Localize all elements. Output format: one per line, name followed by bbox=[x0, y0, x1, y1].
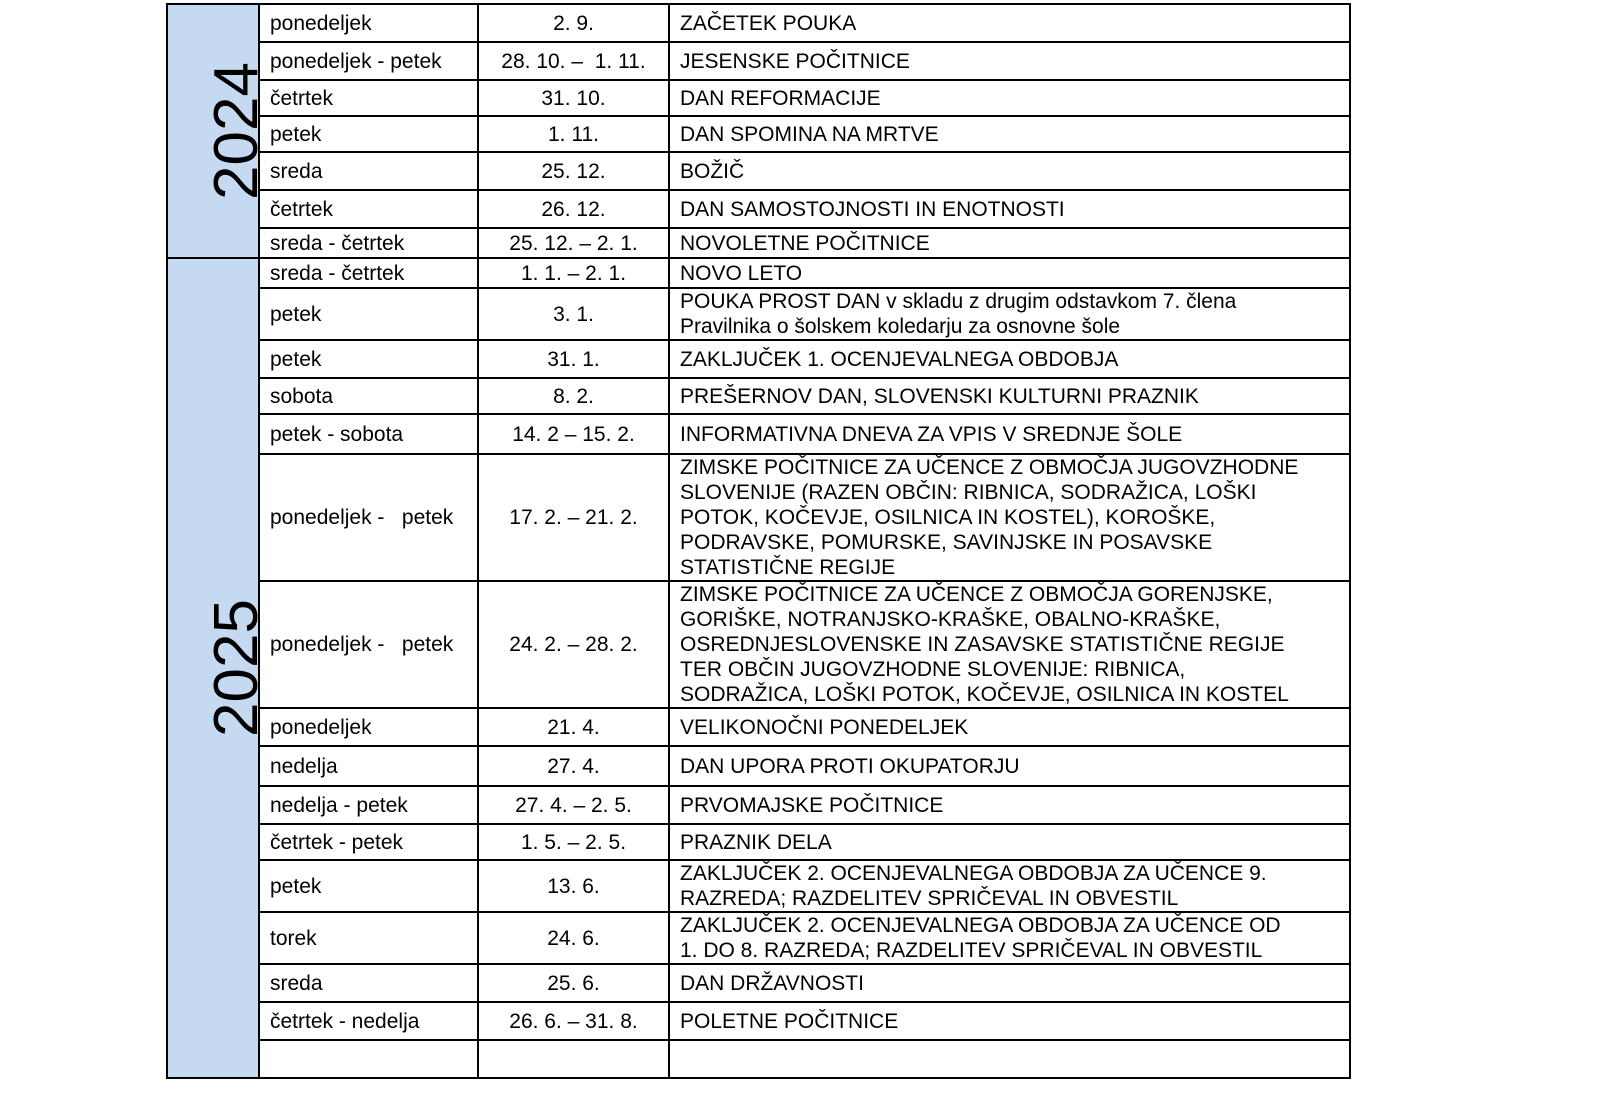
calendar-row bbox=[167, 116, 1350, 152]
date-cell: 28. 10. – 1. 11. bbox=[478, 42, 669, 80]
day-of-week-cell: ponedeljek - petek bbox=[259, 454, 478, 581]
year-label: 2025 bbox=[201, 599, 271, 737]
event-line: INFORMATIVNA DNEVA ZA VPIS V SREDNJE ŠOLE bbox=[680, 422, 1183, 446]
date-cell: 26. 12. bbox=[478, 190, 669, 228]
event-line: ZAKLJUČEK 2. OCENJEVALNEGA OBDOBJA ZA UČENCE 9. bbox=[680, 862, 1267, 885]
event-cell bbox=[669, 190, 1350, 228]
date-cell: 1. 1. – 2. 1. bbox=[478, 258, 669, 288]
date-cell: 13. 6. bbox=[478, 860, 669, 912]
year-band-2024 bbox=[167, 4, 271, 258]
event-line: PODRAVSKE, POMURSKE, SAVINJSKE IN POSAVSKE bbox=[680, 531, 1213, 554]
calendar-row bbox=[167, 1040, 1350, 1078]
calendar-row bbox=[167, 708, 1350, 746]
date-cell: 25. 12. – 2. 1. bbox=[478, 228, 669, 258]
event-cell bbox=[669, 1040, 1350, 1078]
event-cell bbox=[669, 964, 1350, 1002]
day-of-week-cell: petek - sobota bbox=[259, 414, 478, 454]
date-cell: 24. 2. – 28. 2. bbox=[478, 581, 669, 708]
calendar-row bbox=[167, 414, 1350, 454]
day-of-week-cell: petek bbox=[259, 340, 478, 378]
calendar-row bbox=[167, 964, 1350, 1002]
school-calendar-table bbox=[166, 3, 1351, 1079]
event-line: SLOVENIJE (RAZEN OBČIN: RIBNICA, SODRAŽICA, LOŠKI bbox=[680, 481, 1257, 504]
calendar-row bbox=[167, 288, 1350, 340]
date-cell: 24. 6. bbox=[478, 912, 669, 964]
date-cell: 8. 2. bbox=[478, 378, 669, 414]
calendar-row bbox=[167, 80, 1350, 116]
calendar-row bbox=[167, 824, 1350, 860]
date-cell: 25. 6. bbox=[478, 964, 669, 1002]
day-of-week-cell: sobota bbox=[259, 378, 478, 414]
day-of-week-cell: petek bbox=[259, 116, 478, 152]
event-cell bbox=[669, 4, 1350, 42]
event-line: POLETNE POČITNICE bbox=[680, 1009, 899, 1033]
year-label: 2024 bbox=[201, 62, 271, 200]
date-cell: 14. 2 – 15. 2. bbox=[478, 414, 669, 454]
event-cell bbox=[669, 414, 1350, 454]
year-band-2025 bbox=[167, 258, 271, 1078]
day-of-week-cell: sreda bbox=[259, 152, 478, 190]
event-line: ZIMSKE POČITNICE ZA UČENCE Z OBMOČJA JUGOVZHODNE bbox=[680, 456, 1299, 479]
date-cell: 31. 10. bbox=[478, 80, 669, 116]
event-cell bbox=[669, 258, 1350, 288]
event-cell bbox=[669, 378, 1350, 414]
date-cell: 17. 2. – 21. 2. bbox=[478, 454, 669, 581]
event-line: DAN REFORMACIJE bbox=[680, 86, 881, 110]
event-line: STATISTIČNE REGIJE bbox=[680, 556, 896, 579]
calendar-body bbox=[167, 4, 1350, 1078]
event-line: NOVO LETO bbox=[680, 261, 803, 285]
event-cell bbox=[669, 786, 1350, 824]
date-cell: 26. 6. – 31. 8. bbox=[478, 1002, 669, 1040]
event-cell bbox=[669, 746, 1350, 786]
calendar-row bbox=[167, 746, 1350, 786]
event-line: ZAKLJUČEK 2. OCENJEVALNEGA OBDOBJA ZA UČENCE OD bbox=[680, 914, 1281, 937]
event-line: DAN SPOMINA NA MRTVE bbox=[680, 122, 939, 146]
date-cell: 25. 12. bbox=[478, 152, 669, 190]
event-cell bbox=[669, 152, 1350, 190]
event-line: DAN DRŽAVNOSTI bbox=[680, 971, 864, 995]
day-of-week-cell: torek bbox=[259, 912, 478, 964]
day-of-week-cell: ponedeljek bbox=[259, 708, 478, 746]
event-line: POTOK, KOČEVJE, OSILNICA IN KOSTEL), KOROŠKE, bbox=[680, 506, 1216, 529]
calendar-row bbox=[167, 152, 1350, 190]
calendar-row bbox=[167, 228, 1350, 258]
day-of-week-cell: petek bbox=[259, 288, 478, 340]
day-of-week-cell: petek bbox=[259, 860, 478, 912]
date-cell: 27. 4. – 2. 5. bbox=[478, 786, 669, 824]
event-cell bbox=[669, 80, 1350, 116]
event-cell bbox=[669, 42, 1350, 80]
event-line: ZAČETEK POUKA bbox=[680, 11, 857, 35]
event-cell bbox=[669, 340, 1350, 378]
event-line: 1. DO 8. RAZREDA; RAZDELITEV SPRIČEVAL IN OBVESTIL bbox=[680, 939, 1263, 962]
event-line: GORIŠKE, NOTRANJSKO-KRAŠKE, OBALNO-KRAŠKE, bbox=[680, 608, 1221, 631]
day-of-week-cell: sreda - četrtek bbox=[259, 228, 478, 258]
calendar-row bbox=[167, 581, 1350, 708]
calendar-row bbox=[167, 454, 1350, 581]
date-cell: 2. 9. bbox=[478, 4, 669, 42]
event-line: DAN UPORA PROTI OKUPATORJU bbox=[680, 754, 1020, 778]
date-cell: 31. 1. bbox=[478, 340, 669, 378]
event-line: ZIMSKE POČITNICE ZA UČENCE Z OBMOČJA GORENJSKE, bbox=[680, 583, 1273, 606]
event-line: POUKA PROST DAN v skladu z drugim odstavkom 7. člena bbox=[680, 290, 1237, 313]
event-cell bbox=[669, 454, 1350, 581]
calendar-row bbox=[167, 4, 1350, 42]
event-cell bbox=[669, 860, 1350, 912]
date-cell: 21. 4. bbox=[478, 708, 669, 746]
event-line: DAN SAMOSTOJNOSTI IN ENOTNOSTI bbox=[680, 197, 1065, 221]
event-line: RAZREDA; RAZDELITEV SPRIČEVAL IN OBVESTIL bbox=[680, 887, 1179, 910]
day-of-week-cell bbox=[259, 1040, 478, 1078]
calendar-row bbox=[167, 42, 1350, 80]
calendar-row bbox=[167, 378, 1350, 414]
calendar-row bbox=[167, 340, 1350, 378]
calendar-row bbox=[167, 786, 1350, 824]
event-line: PREŠERNOV DAN, SLOVENSKI KULTURNI PRAZNIK bbox=[680, 384, 1199, 408]
event-cell bbox=[669, 581, 1350, 708]
event-cell bbox=[669, 288, 1350, 340]
day-of-week-cell: ponedeljek - petek bbox=[259, 581, 478, 708]
calendar-row bbox=[167, 912, 1350, 964]
event-line: TER OBČIN JUGOVZHODNE SLOVENIJE: RIBNICA, bbox=[680, 658, 1186, 681]
event-line: NOVOLETNE POČITNICE bbox=[680, 231, 930, 255]
day-of-week-cell: nedelja - petek bbox=[259, 786, 478, 824]
calendar-row bbox=[167, 258, 1350, 288]
date-cell bbox=[478, 1040, 669, 1078]
event-line: Pravilnika o šolskem koledarju za osnovne šole bbox=[680, 315, 1121, 338]
calendar-row bbox=[167, 860, 1350, 912]
day-of-week-cell: ponedeljek bbox=[259, 4, 478, 42]
date-cell: 3. 1. bbox=[478, 288, 669, 340]
calendar-row bbox=[167, 1002, 1350, 1040]
event-line: VELIKONOČNI PONEDELJEK bbox=[680, 715, 969, 739]
date-cell: 1. 5. – 2. 5. bbox=[478, 824, 669, 860]
event-cell bbox=[669, 708, 1350, 746]
event-cell bbox=[669, 1002, 1350, 1040]
event-cell bbox=[669, 228, 1350, 258]
event-line: OSREDNJESLOVENSKE IN ZASAVSKE STATISTIČNE REGIJE bbox=[680, 633, 1285, 656]
date-cell: 1. 11. bbox=[478, 116, 669, 152]
day-of-week-cell: nedelja bbox=[259, 746, 478, 786]
event-line: PRAZNIK DELA bbox=[680, 830, 832, 854]
day-of-week-cell: četrtek - petek bbox=[259, 824, 478, 860]
event-line: JESENSKE POČITNICE bbox=[680, 49, 910, 73]
day-of-week-cell: četrtek - nedelja bbox=[259, 1002, 478, 1040]
day-of-week-cell: četrtek bbox=[259, 190, 478, 228]
event-line: ZAKLJUČEK 1. OCENJEVALNEGA OBDOBJA bbox=[680, 347, 1119, 371]
calendar-row bbox=[167, 190, 1350, 228]
day-of-week-cell: sreda - četrtek bbox=[259, 258, 478, 288]
day-of-week-cell: četrtek bbox=[259, 80, 478, 116]
event-cell bbox=[669, 912, 1350, 964]
event-cell bbox=[669, 116, 1350, 152]
event-line: PRVOMAJSKE POČITNICE bbox=[680, 793, 944, 817]
day-of-week-cell: sreda bbox=[259, 964, 478, 1002]
day-of-week-cell: ponedeljek - petek bbox=[259, 42, 478, 80]
event-line: BOŽIČ bbox=[680, 159, 745, 183]
event-line: SODRAŽICA, LOŠKI POTOK, KOČEVJE, OSILNICA IN KOSTEL bbox=[680, 683, 1289, 706]
event-cell bbox=[669, 824, 1350, 860]
date-cell: 27. 4. bbox=[478, 746, 669, 786]
